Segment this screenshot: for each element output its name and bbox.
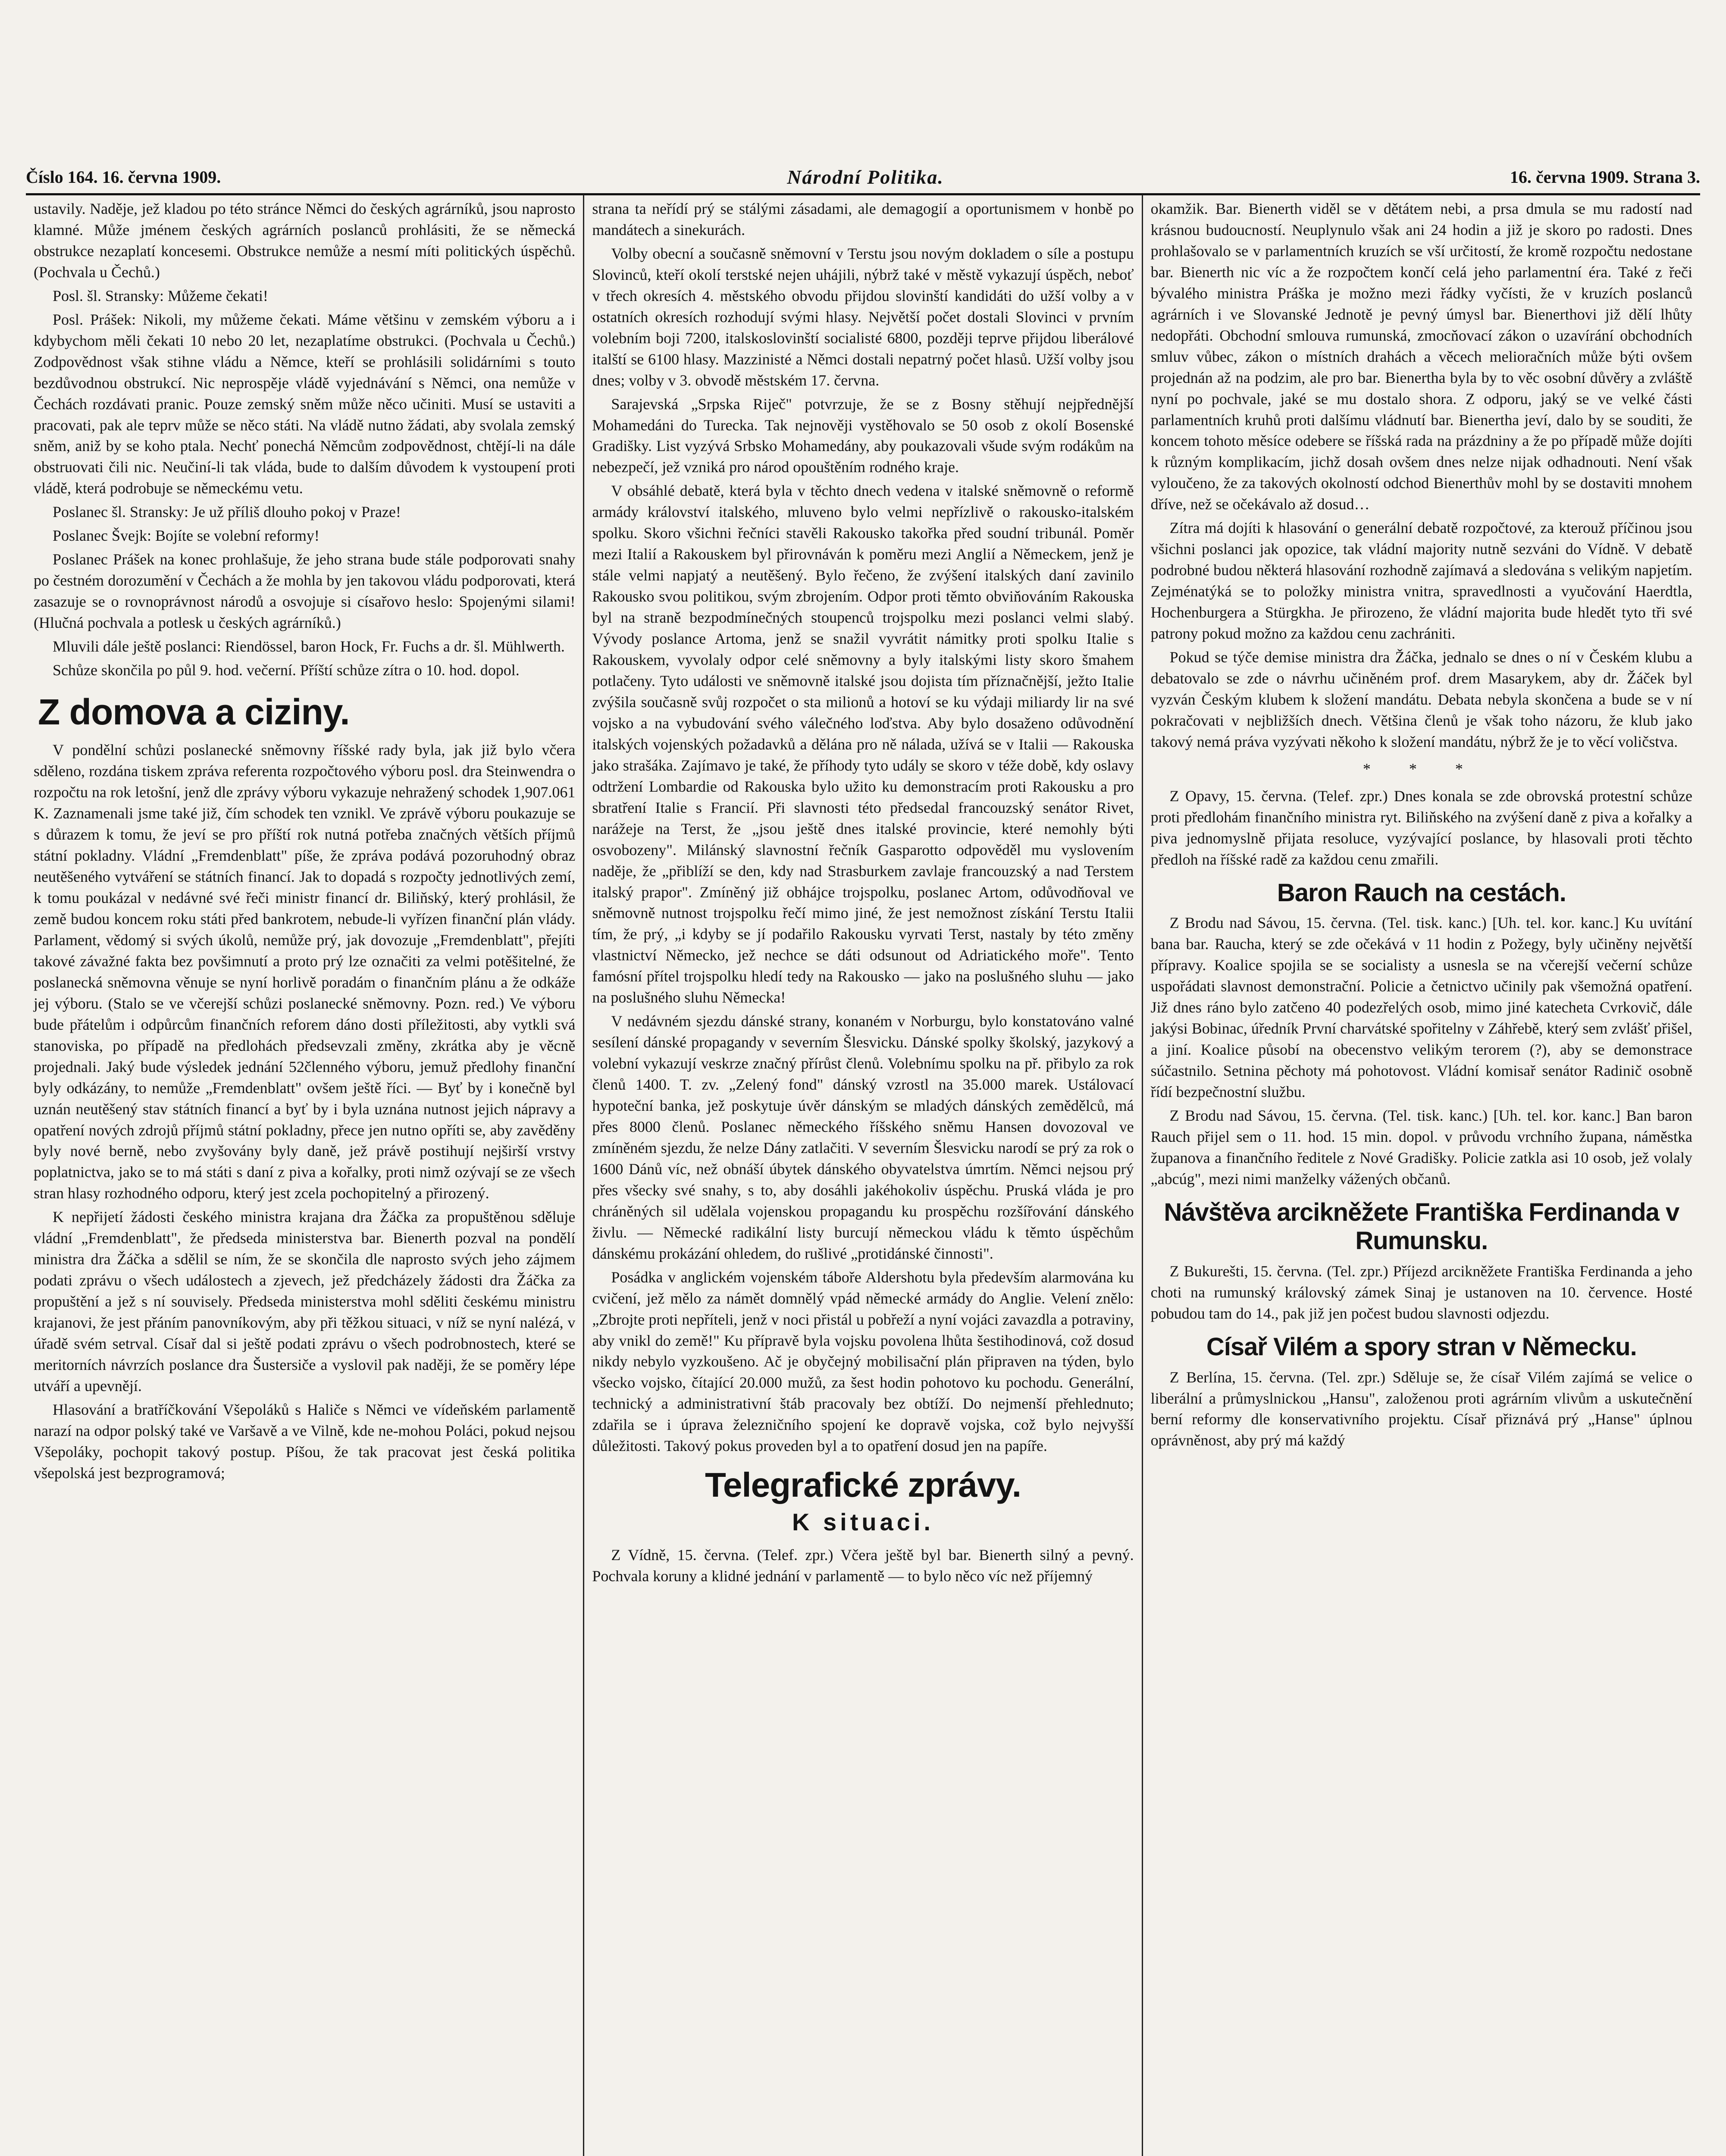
paragraph: Z Vídně, 15. června. (Telef. zpr.) Včera ještě byl bar. Bienerth silný a pevný. Pochvala koruny a klidné jednání v parlamentě — to bylo něco víc než příjemný [592, 1546, 1134, 1585]
paragraph: okamžik. Bar. Bienerth viděl se v dětátem nebi, a prsa dmula se mu radostí nad krásnou budoucností. Neuplynulo však ani 24 hodin a již je skoro po radosti. Dnes prohlašovalo se v parlamentních kruzích se vší určitostí, že kromě rozpočtu nedostane bar. Bienerth nic víc a že rozpočtem končí celá jeho parlamentní éra. Také z řeči bývalého ministra Práška je možno mezi řádky vyčísti, že v kruzích poslanců agrárních i ve Slovanské Jednotě je pevný úmysl bar. Bienerthovi již dělí lhůty nedopřáti. Obchodní smlouva rumunská, zmocňovací zákon o uzavírání obchodních smluv vůbec, zákon o místních drahách a věcech melioračních může býti ovšem projednán až na podzim, ale pro bar. Bienertha byla by to věc osobní důvěry a zvláště nyní po pochvale, jaké se mu dostalo shora. Z odporu, jaký se ve velké části parlamentních kruhů proti dalšímu vládnutí bar. Bienertha jeví, dalo by se souditi, že koncem tohoto měsíce odebere se říšská rada na prázdniny a že po případě může dojíti k různým komplikacím, jichž dosah ovšem dnes nelze nijak odhadnouti. Není však vyloučeno, že za takových okolností odchod Bienerthův mohl by se dostaviti mnohem dříve, než se očekávalo až dosud… [1150, 200, 1692, 513]
masthead: Národní Politika. [787, 166, 944, 188]
headline-archduke-visit: Návštěva arcikněžete Františka Ferdinanda v Rumunsku. [1164, 1198, 1679, 1255]
article-columns [26, 195, 1700, 2156]
paragraph: Poslanec Prášek na konec prohlašuje, že jeho strana bude stále podporovati snahy po čestném dorozumění v Čechách a že mohla by jen takovou vládu podporovati, která zasazuje se o rovnoprávnost národů a osvojuje si císařovo heslo: Spojenými silami! (Hlučná pochvala a potlesk u českých agrárníků.) [34, 551, 576, 632]
paragraph: V pondělní schůzi poslanecké sněmovny říšské rady byla, jak již bylo včera sděleno, rozdána tiskem zpráva referenta rozpočtového výboru posl. dra Steinwendra o rozpočtu na rok letošní, jenž dle zprávy výboru vykazuje nehražený schodek 1,907.061 K. Zaznamenali jsme také již, čím schodek ten vznikl. Ve zprávě výboru poukazuje se s důrazem k tomu, že jeví se pro příští rok nutná potřeba značných větších příjmů státní pokladny. Vládní „Fremdenblatt" píše, že zpráva podává pozoruhodný obraz neutěšeného vytváření se státních financí. Jak to dopadá s rozpočty jednotlivých zemí, k tomu poukázal v nedávné své řeči ministr financí dr. Biliňský, který prohlásil, že země budou koncem roku státi před bankrotem, nebude-li vyřízen finanční plán vlády. Parlament, vědomý si svých úkolů, nemůže prý, jak dovozuje „Fremdenblatt", přejíti takové závažné fakta bez povšimnutí a proto prý lze označiti za velmi potěšitelné, že poslanecká sněmovna věnuje se nyní horlivě poradám o finančním plánu a že odkáže jej výboru. (Stalo se ve včerejší schůzi poslanecké sněmovny. Pozn. red.) Ve výboru bude přátelům i odpůrcům finančních reforem dáno dosti příležitosti, aby vytkli svá stanoviska, po případě na předlohách předsevzali změny, zkrátka aby je věcně projednali. Jaký bude výsledek jednání 52členného výboru, jemuž předlohy finanční byly odkázány, to nemůže „Fremdenblatt" ovšem ještě říci. — Byť by i konečně byl uznán neutěšený stav státních financí a byť by i byla uznána nutnost jejich nápravy a opatření nových zdrojů příjmů státní pokladny, přece jen nutno opříti se, aby zavěděny byly nové berně, nebo zvyšovány byly daně, jež právě postihují nejširší vrstvy poplatnictva, jako se to má státi s daní z piva a kořalky, proti nimž ozývají se ze všech stran hlasy rozhodného odporu, který jest zcela pochopitelný a přirozený. [34, 741, 576, 1202]
section-heading-home-abroad: Z domova a ciziny. [38, 691, 350, 732]
paragraph: Z Bukurešti, 15. června. (Tel. zpr.) Příjezd arcikněžete Františka Ferdinanda a jeho choti na rumunský královský zámek Sinaj je ustanoven na 10. července. Hosté pobudou tam do 14., pak již jen počest budou slavnosti odjezdu. [1150, 1263, 1692, 1322]
subheading-situation: K situaci. [792, 1508, 934, 1536]
section-heading-telegraph: Telegrafické zprávy. [705, 1466, 1021, 1504]
column-2 [583, 195, 1141, 2156]
paragraph: Z Brodu nad Sávou, 15. června. (Tel. tisk. kanc.) [Uh. tel. kor. kanc.] Ban baron Rauch přijel sem o 11. hod. 15 min. dopol. v průvodu vrchního župana, náměstka županova a finančního ředitele z Nové Gradišky. Policie zatkla asi 10 osob, jež volaly „abcúg", mezi nimi manželky vážených občanů. [1150, 1106, 1692, 1188]
paragraph: Zítra má dojíti k hlasování o generální debatě rozpočtové, za kterouž příčinou jsou všichni poslanci jak opozice, tak vládní majority nutně sezváni do Vídně. V debatě podrobné budou některá hlasování rozhodně zajímavá a sledována s velikým napjetím. Zejménatýká se to položky ministra vnitra, spravedlnosti a vyučování Haerdtla, Hochenburgera a Stürgkha. Je přirozeno, že vládní majorita bude hledět tyto tři své patrony pokud možno za každou cenu zachrániti. [1150, 519, 1692, 642]
paragraph: Hlasování a bratříčkování Všepoláků s Haliče s Němci ve vídeňském parlamentě narazí na odpor polský také ve Varšavě a ve Vilně, kde ne-mohou Poláci, pokud nejsou Všepoláky, pochopit takový postup. Píšou, že tak pracovat jest česká politika všepolská jest bezprogramová; [34, 1401, 576, 1482]
separator-stars: * * * [1363, 760, 1480, 777]
column-3 [1142, 195, 1700, 2156]
paragraph: Z Berlína, 15. června. (Tel. zpr.) Sděluje se, že císař Vilém zajímá se velice o liberální a průmyslnickou „Hansu", založenou proti agrárním vlivům a uskutečnění berní reformy dle konservativního projektu. Císař přiznává prý „Hanse" úplnou oprávněnost, aby prý má každý [1150, 1368, 1692, 1449]
paragraph: Posádka v anglickém vojenském táboře Aldershotu byla především alarmována ku cvičení, jež mělo za námět domnělý vpád německé armády do Anglie. Velení znělo: „Zbrojte proti nepříteli, jenž v noci přistál u pobřeží a nyní vojáci zavazdla a potraviny, aby vnikl do země!" Ku přípravě byla vojsku povolena lhůta šestihodinová, což dosud nikdy nebylo vyzkoušeno. Ač je obyčejný mobilisační plán připraven na týden, bylo všecko vojsko, čítající 20.000 mužů, za šest hodin pohotovo ku pochodu. Generální, technický a administrativní štáb pracovaly bez obtíží. Do nejmenší přehlednuto; zdařila se i úprava železničního spojení ke dopravě vojska, což bylo nejvyšší důležitosti. Takový pokus proveden byl a to opatření dosud jen na papíře. [592, 1268, 1134, 1455]
paragraph: Z Brodu nad Sávou, 15. června. (Tel. tisk. kanc.) [Uh. tel. kor. kanc.] Ku uvítání bana bar. Raucha, který se zde očekává v 11 hodin z Požegy, byly učiněny největší přípravy. Koalice spojila se se socialisty a usnesla se na včerejší večerní schůze uspořádati slavnost demonstrační. Policie a četnictvo učinily pak všemožná opatření. Již dnes ráno bylo zatčeno 40 podezřelých osob, mimo jiné katecheta Cvrkovič, dále jakýsi Bobinac, úředník První charvátské spořitelny v Záhřebě, který sem zvlášť přišel, a jiní. Koalice působí na obecenstvo velikým terorem (?), aby se demonstrace súčastnilo. Setnina pěchoty má pohotovost. Vládní komisař senátor Radinič osobně řídí bezpečnostní službu. [1150, 914, 1692, 1100]
paragraph: strana ta neřídí prý se stálými zásadami, ale demagogií a oportunismem v honbě po mandátech a sinekurách. [592, 200, 1134, 238]
paragraph: Posl. šl. Stransky: Můžeme čekati! [53, 287, 268, 304]
paragraph: ustavily. Naděje, jež kladou po této stránce Němci do českých agrárníků, jsou naprosto klamné. Může jménem českých agrárních poslanců prohlásiti, že se německá obstrukce nezaplatí koncesemi. Obstrukce nemůže a nesmí míti politických úspěchů. (Pochvala u Čechů.) [34, 200, 576, 281]
headline-kaiser-wilhelm: Císař Vilém a spory stran v Německu. [1206, 1332, 1637, 1361]
paragraph: K nepřijetí žádosti českého ministra krajana dra Žáčka za propuštěnou sděluje vládní „Fremdenblatt", že předseda ministerstva bar. Bienerth pozval na pondělí ministra dra Žáčka a sdělil se ním, že se skončila dle naprosto svých jeho zájmem podati zprávu o všech událostech a zjevech, jež předcházely žádosti dra Žáčka za propuštění a jež s ní souvisely. Předseda ministerstva mohl sděliti českému ministru krajanovi, že jest přáním panovníkovým, aby při těžkou situaci, v níž se nyní nalézá, v úřadě svém setrval. Císař dal si ještě podati zprávu o všech podrobnostech, které se meritorních návrzích poslance dra Šustersiče a vyslovil pak naději, že se poměry lépe utváří a upevnějí. [34, 1208, 576, 1395]
column-1 [26, 195, 583, 2156]
headline-baron-rauch: Baron Rauch na cestách. [1277, 878, 1566, 907]
paragraph: V obsáhlé debatě, která byla v těchto dnech vedena v italské sněmovně o reformě armády království italského, mluveno bylo velmi nepřízlivě o rakousko-italském spolku. Skoro všichni řečníci stavěli Rakousko takořka před soudní tribunál. Poměr mezi Italií a Rakouskem byl přirovnáván k poměru mezi Anglií a Německem, jenž je stále velmi napjatý a neutěšený. Bylo řečeno, že zvýšení italských daní zavinilo Rakousko svou politikou, svým zbrojením. Odpor proti těmto obviňováním Rakouska byl na straně bezpodmínečných stoupenců trojspolku mezi poslanci velmi slabý. Vývody poslance Artoma, jenž se snažil vyvrátit námitky proti spolku Italie s Rakouskem, vyvolaly odpor celé sněmovny a byly italskými listy skoro šmahem potlačeny. Tyto události ve sněmovně italské jsou dojista tím příznačnější, ježto Italie zvýšila současně svůj rozpočet o sta milionů a hotoví se ku výdaji miliardy lir na své vojsko a na vybudování svého válečného loďstva. Aby bylo dosaženo odůvodnění italských vojenských požadavků a dělána pro ně nálada, užívá se v Italii — Rakouska jako strašáka. Zajímavo je také, že příhody tyto udály se skoro v téže době, kdy oslavy odtržení Lombardie od Rakouska bylo užito ku demonstracím proti Rakousku a pro sbratření Italie s Francií. Při slavnosti této předsedal francouzský senátor Rivet, narážeje na Terst, že „jsou ještě dnes italské provincie, které nemohly býti osvobozeny". Milánský slavnostní řečník Gasparotto odpověděl mu vyslovením naděje, že „přiblíží se den, kdy nad Strasburkem zavlaje francouzský a nad Terstem italský prapor". Zmíněný již obhájce trojspolku, poslanec Artom, odůvodňoval ve sněmovně nutnost trojspolku řečí mimo jiné, že jest nemožnost získání Terstu Italii tím, že prý, „i kdyby se jí podařilo Rakousku vyrvati Terst, nastaly by této změny vlastnictví Německo, jež nechce se dáti odsunout od Adriatického moře". Tento famósní přítel trojspolku hledí tedy na Rakousko — jako na poslušného sluhu — jako na poslušného sluhu Německa! [592, 482, 1134, 1006]
running-head [26, 160, 1700, 195]
paragraph: Z Opavy, 15. června. (Telef. zpr.) Dnes konala se zde obrovská protestní schůze proti předlohám finančního ministra ryt. Biliňského na zvýšení daně z piva a kořalky a piva jednomyslně přijata resoluce, vyzývající poslance, by hlasovali proti těchto předloh na říšské radě za každou cenu zmařili. [1150, 787, 1692, 868]
paragraph: Pokud se týče demise ministra dra Žáčka, jednalo se dnes o ní v Českém klubu a debatovalo se zde o návrhu učiněném prof. drem Masarykem, aby dr. Žáček byl vyzván Českým klubem k složení mandátu. Debata nebyla skončena a bude se v ní pokračovati v nejbližších dnech. Většina členů je však toho názoru, že klub jako takový nemá práva vyzývati někoho k složení mandátu, nýbrž že je to věcí voličstva. [1150, 649, 1692, 750]
date-page-number: 16. června 1909. Strana 3. [1510, 167, 1700, 187]
paragraph: V nedávném sjezdu dánské strany, konaném v Norburgu, bylo konstatováno valné sesílení dánské propagandy v severním Šlesvicku. Dánské spolky školský, jazykový a volební vykazují veskrze značný přírůst členů. Volebnímu spolku na př. přibylo za rok členů 1400. T. zv. „Zelený fond" dánský vzrostl na 35.000 marek. Ustálovací hypoteční banka, jež poskytuje úvěr dánským se mladých dánských zemědělců, má přes 8000 členů. Poslanec německého říšského sněmu Hansen dovozoval ve zmíněném sjezdu, že nelze Dány zatlačiti. V severním Šlesvicku narodí se prý za rok o 1600 Dánů víc, než obnáší úbytek dánského obyvatelstva úmrtím. Němci nejsou prý přes všecky své snahy, s to, aby dosáhli jakéhokoliv úspěchu. Pruská vláda je pro chráněných sil udělala vojenskou propagandu ku prospěchu rozšířování dánského živlu. — Německé radikální listy burcují německou vládu k těmto úspěchům dánskému prokázání ohledem, do rušlivé „protidánské činnosti". [592, 1012, 1134, 1262]
paragraph: Schůze skončila po půl 9. hod. večerní. Příští schůze zítra o 10. hod. dopol. [53, 661, 520, 679]
issue-number-date: Číslo 164. 16. června 1909. [26, 167, 221, 187]
paragraph: Poslanec šl. Stransky: Je už příliš dlouho pokoj v Praze! [53, 503, 401, 521]
paragraph: Sarajevská „Srpska Riječ" potvrzuje, že se z Bosny stěhují nejpřednější Mohamedáni do Turecka. Tak nejnověji vystěhovalo se 50 osob z okolí Bosenské Gradišky. List vyzývá Srbsko Mohamedány, aby poukazovali všude svým rodákům na nebezpečí, jež vzniká pro národ opouštěním rodného kraje. [592, 395, 1134, 476]
paragraph: Mluvili dále ještě poslanci: Riendössel, baron Hock, Fr. Fuchs a dr. šl. Mühlwerth. [53, 638, 565, 655]
paragraph: Volby obecní a současně sněmovní v Terstu jsou novým dokladem o síle a postupu Slovinců, kteří okolí terstské nejen uhájili, nýbrž také v městě vykazují úspěch, neboť v třech okresích 4. městského obvodu přijdou slovinští kandidáti do užší volby a v ostatních okresích rozhodují svými hlasy. Největší počet dostali Slovinci v prvním volebním boji 7200, italskoslovinští socialisté 6800, později teprve přijdou liberálové italští se 6100 hlasy. Mazzinisté a Němci dostali nepatrný počet hlasů. Užší volby jsou dnes; volby v 3. obvodě městském 17. června. [592, 244, 1134, 389]
paragraph: Posl. Prášek: Nikoli, my můžeme čekati. Máme většinu v zemském výboru a i kdybychom měli čekati 10 nebo 20 let, nezaplatíme obstrukci. (Pochvala u Čechů.) Zodpovědnost však stihne vládu a Němce, kteří se prohlásili solidárními s touto bezdůvodnou obstrukcí. Nic neprospěje vládě vyjednávání s Němci, ona nemůže v Čechách rozdávati pranic. Pouze zemský sněm může něco učiniti. Musí se ustaviti a pracovati, pak ale teprv může se něco státi. Na vládě nutno žádati, aby svolala zemský sněm, aniž by se koho ptala. Nechť ponechá Němcům zodpovědnost, chtějí-li na dále obstruovati čili nic. Neučiní-li tak vláda, bude to dalším důvodem k vystoupení proti vládě, která podrobuje se německému vetu. [34, 310, 576, 497]
paragraph: Poslanec Švejk: Bojíte se volební reformy! [53, 527, 320, 545]
